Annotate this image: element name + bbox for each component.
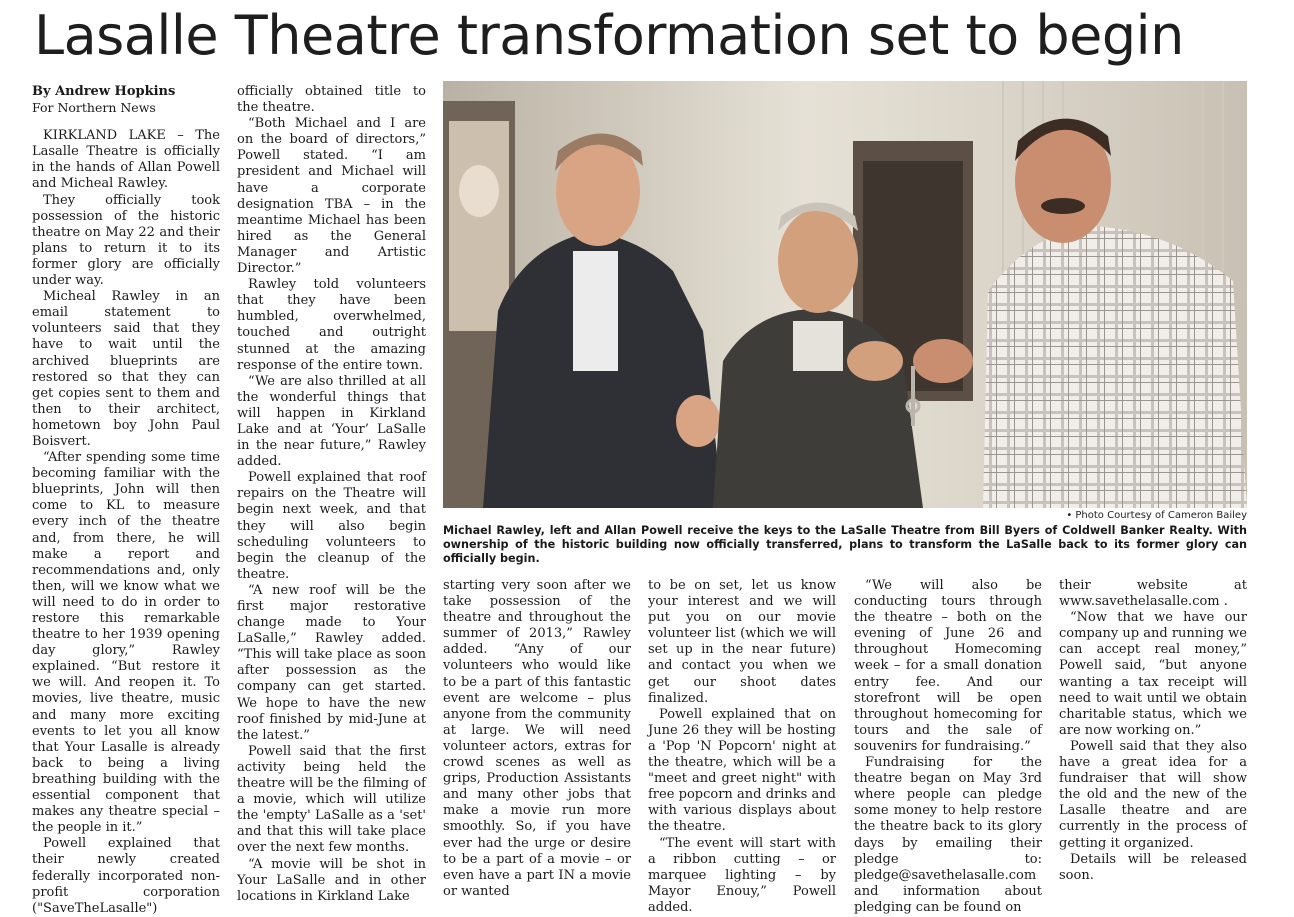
paragraph: Rawley told volunteers that they have been humbled, overwhelmed, touched and outright stunned at the amazing response of the entire town. — [237, 277, 426, 373]
paragraph: Powell explained that on June 26 they will be hosting a 'Pop 'N Popcorn' night at the theatre, which will be a "meet and greet night" with free popcorn and drinks and with various displays about the theatre. — [648, 706, 836, 835]
article-column-2 — [237, 84, 426, 904]
paragraph: “A movie will be shot in Your LaSalle and in other locations in Kirkland Lake — [237, 856, 426, 904]
article-column-3 — [443, 578, 631, 899]
article-column-4 — [648, 578, 836, 915]
paragraph: Fundraising for the theatre began on May 3rd where people can pledge some money to help restore the theatre back to its glory days by emailing their pledge to: pledge@savethelasalle.com and information about pledging can be found on — [854, 755, 1042, 915]
paragraph: “A new roof will be the first major restorative change made to Your LaSalle,” Rawley added. “This will take place as soon after possession as the company can get started. We hope to have the new roof finished by mid-June at the latest.” — [237, 582, 426, 743]
article-photo — [443, 81, 1247, 508]
paragraph: Powell explained that roof repairs on the Theatre will begin next week, and that they will also begin scheduling volunteers to begin the cleanup of the theatre. — [237, 470, 426, 582]
paragraph: “Both Michael and I are on the board of directors,” Powell stated. “I am president and Michael will have a corporate designation TBA – in the meantime Michael has been hired as the General Manager and Artistic Director.” — [237, 116, 426, 277]
paragraph: their website at www.savethelasalle.com . — [1059, 578, 1247, 610]
paragraph: “We will also be conducting tours through the theatre – both on the evening of June 26 and throughout Homecoming week – for a small donation entry fee. And our storefront will be open throughout homecoming for tours and the sale of souvenirs for fundraising.” — [854, 578, 1042, 754]
paragraph: starting very soon after we take possession of the theatre and throughout the summer of 2013,” Rawley added. “Any of our volunteers who would like to be a part of this fantastic event are welcome – plus anyone from the community at large. We will need volunteer actors, extras for crowd scenes as well as grips, Production Assistants and many other jobs that make a movie run more smoothly. So, if you have ever had the urge or desire to be a part of a movie – or even have a part IN a movie or wanted — [443, 578, 631, 899]
photo-credit: • Photo Courtesy of Cameron Bailey — [1066, 510, 1247, 521]
paragraph: Powell said that the first activity being held the theatre will be the filming of a movie, which will utilize the 'empty' LaSalle as a 'set' and that this will take place over the next few months. — [237, 743, 426, 856]
paragraph: KIRKLAND LAKE – The Lasalle Theatre is officially in the hands of Allan Powell and Micheal Rawley. — [32, 128, 220, 192]
paragraph: Details will be released soon. — [1059, 851, 1247, 883]
byline-affiliation: For Northern News — [32, 100, 156, 116]
paragraph: Powell said that they also have a great idea for a fundraiser that will show the old and the new of the Lasalle theatre and are currently in the process of getting it organized. — [1059, 738, 1247, 851]
paragraph: to be on set, let us know your interest and we will put you on our movie volunteer list (which we will set up in the near future) and contact you when we get our shoot dates finalized. — [648, 578, 836, 706]
article-column-6 — [1059, 578, 1247, 890]
paragraph: “We are also thrilled at all the wonderful things that will happen in Kirkland Lake and at ‘Your’ LaSalle in the near future,” Rawley added. — [237, 373, 426, 470]
paragraph: “The event will start with a ribbon cutting – or marquee lighting – by Mayor Enouy,” Powell added. — [648, 835, 836, 915]
photo-illustration — [443, 81, 1247, 508]
paragraph: officially obtained title to the theatre. — [237, 84, 426, 116]
photo-caption: Michael Rawley, left and Allan Powell receive the keys to the LaSalle Theatre from Bill Byers of Coldwell Banker Realty. With ownership of the historic building now officially transferred, plans to transform the LaSalle back to its former glory can officially begin. — [443, 524, 1247, 565]
article-column-1 — [32, 84, 220, 916]
paragraph: Powell explained that their newly created federally incorporated non-profit corporation ("SaveTheLasalle") — [32, 836, 220, 916]
byline-author: By Andrew Hopkins — [32, 84, 176, 99]
paragraph: Micheal Rawley in an email statement to volunteers said that they have to wait until the archived blueprints are restored so that they can get copies sent to them and then to their architect, hometown boy John Paul Boisvert. — [32, 289, 220, 449]
paragraph: “After spending some time becoming familiar with the blueprints, John will then come to KL to measure every inch of the theatre and, from there, he will make a report and recommendations and, only then, will we know what we will need to do in order to restore this remarkable theatre to her 1939 opening day glory,” Rawley explained. “But restore it we will. And reopen it. To movies, live theatre, music and many more exciting events to let you all know that Your Lasalle is already back to being a living breathing building with the essential component that makes any theatre special – the people in it.” — [32, 450, 220, 836]
article-column-5 — [854, 578, 1042, 915]
headline: Lasalle Theatre transformation set to begin — [34, 4, 1184, 67]
paragraph: “Now that we have our company up and running we can accept real money,” Powell said, “but anyone wanting a tax receipt will need to wait until we obtain charitable status, which we are now working on.” — [1059, 610, 1247, 738]
paragraph: They officially took possession of the historic theatre on May 22 and their plans to return it to its former glory are officially under way. — [32, 192, 220, 289]
